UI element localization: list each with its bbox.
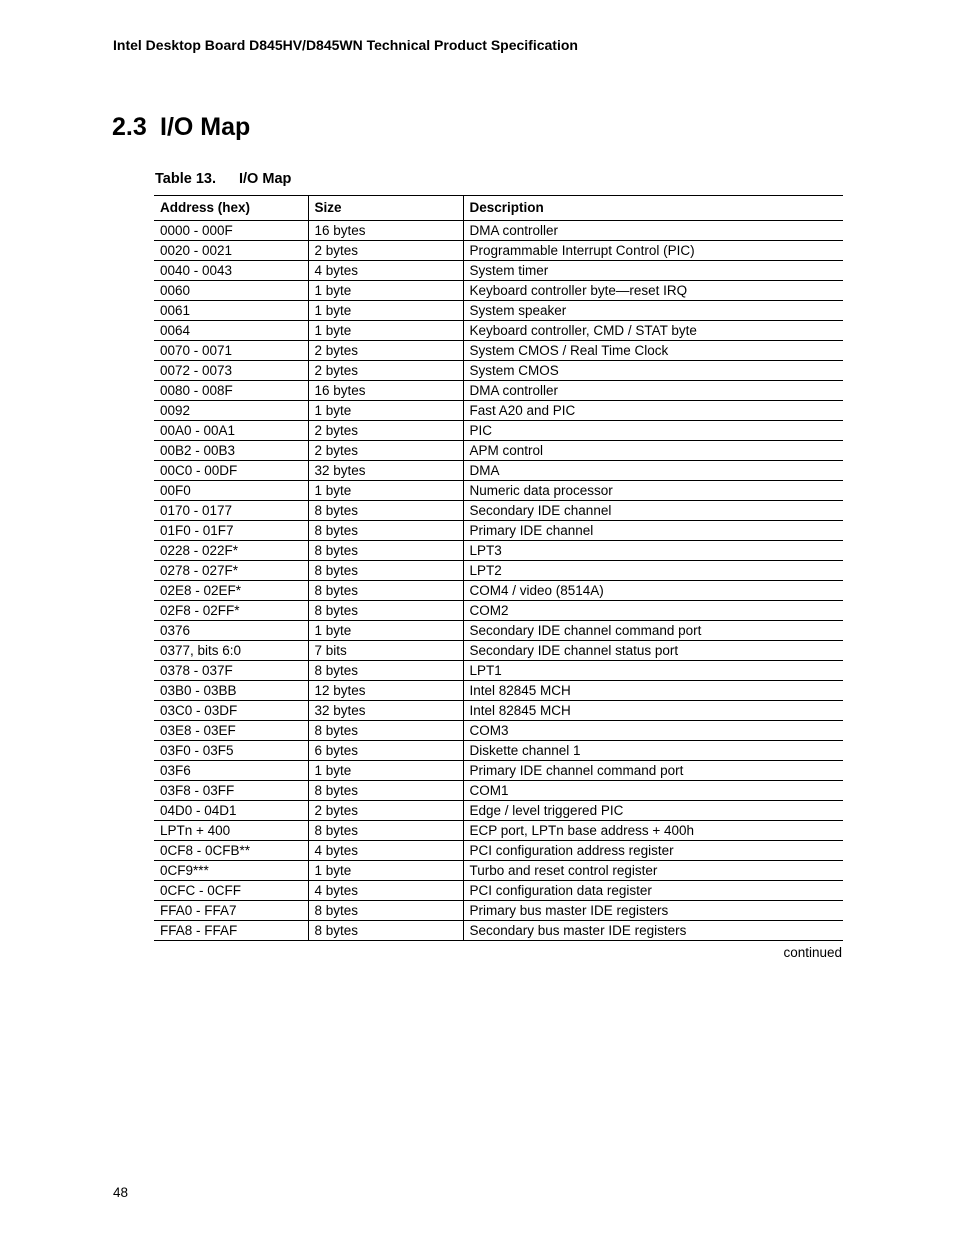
address-cell: 03F6: [154, 761, 308, 781]
address-cell: 04D0 - 04D1: [154, 801, 308, 821]
continued-note: continued: [783, 945, 842, 960]
address-cell: 0278 - 027F*: [154, 561, 308, 581]
table-row: [154, 481, 843, 501]
size-cell: 1 byte: [308, 321, 463, 341]
table-row: [154, 661, 843, 681]
description-cell: LPT2: [463, 561, 843, 581]
description-cell: ECP port, LPTn base address + 400h: [463, 821, 843, 841]
table-row: [154, 781, 843, 801]
running-header: Intel Desktop Board D845HV/D845WN Technical Product Specification: [113, 37, 578, 53]
description-cell: LPT3: [463, 541, 843, 561]
column-header-address: Address (hex): [154, 196, 308, 221]
size-cell: 6 bytes: [308, 741, 463, 761]
address-cell: 03E8 - 03EF: [154, 721, 308, 741]
table-row: [154, 801, 843, 821]
address-cell: 0040 - 0043: [154, 261, 308, 281]
size-cell: 8 bytes: [308, 661, 463, 681]
size-cell: 8 bytes: [308, 781, 463, 801]
size-cell: 8 bytes: [308, 901, 463, 921]
table-row: [154, 621, 843, 641]
size-cell: 1 byte: [308, 301, 463, 321]
table-row: [154, 281, 843, 301]
size-cell: 12 bytes: [308, 681, 463, 701]
description-cell: Programmable Interrupt Control (PIC): [463, 241, 843, 261]
address-cell: 0376: [154, 621, 308, 641]
size-cell: 1 byte: [308, 481, 463, 501]
column-header-description: Description: [463, 196, 843, 221]
table-row: [154, 641, 843, 661]
address-cell: 00B2 - 00B3: [154, 441, 308, 461]
description-cell: COM3: [463, 721, 843, 741]
table-row: [154, 521, 843, 541]
address-cell: 03F0 - 03F5: [154, 741, 308, 761]
description-cell: Secondary IDE channel status port: [463, 641, 843, 661]
table-row: [154, 501, 843, 521]
table-row: [154, 461, 843, 481]
table-row: [154, 361, 843, 381]
address-cell: 0378 - 037F: [154, 661, 308, 681]
table-row: [154, 881, 843, 901]
address-cell: FFA8 - FFAF: [154, 921, 308, 941]
size-cell: 1 byte: [308, 621, 463, 641]
description-cell: System CMOS: [463, 361, 843, 381]
address-cell: 0170 - 0177: [154, 501, 308, 521]
size-cell: 8 bytes: [308, 921, 463, 941]
description-cell: LPT1: [463, 661, 843, 681]
description-cell: Primary bus master IDE registers: [463, 901, 843, 921]
description-cell: Diskette channel 1: [463, 741, 843, 761]
size-cell: 4 bytes: [308, 841, 463, 861]
size-cell: 32 bytes: [308, 461, 463, 481]
table-row: [154, 381, 843, 401]
description-cell: Secondary bus master IDE registers: [463, 921, 843, 941]
address-cell: 0092: [154, 401, 308, 421]
table-row: [154, 741, 843, 761]
address-cell: 03B0 - 03BB: [154, 681, 308, 701]
description-cell: Keyboard controller, CMD / STAT byte: [463, 321, 843, 341]
table-row: [154, 301, 843, 321]
table-row: [154, 561, 843, 581]
description-cell: Numeric data processor: [463, 481, 843, 501]
section-title-text: I/O Map: [160, 113, 251, 141]
address-cell: 0CF9***: [154, 861, 308, 881]
size-cell: 1 byte: [308, 861, 463, 881]
table-row: [154, 821, 843, 841]
table-row: [154, 541, 843, 561]
table-row: [154, 421, 843, 441]
size-cell: 8 bytes: [308, 521, 463, 541]
description-cell: PCI configuration data register: [463, 881, 843, 901]
address-cell: 0020 - 0021: [154, 241, 308, 261]
table-row: [154, 901, 843, 921]
address-cell: 0072 - 0073: [154, 361, 308, 381]
description-cell: Turbo and reset control register: [463, 861, 843, 881]
table-header-row: [154, 196, 843, 221]
table-row: [154, 401, 843, 421]
table-caption: [155, 171, 291, 187]
size-cell: 2 bytes: [308, 241, 463, 261]
address-cell: 0064: [154, 321, 308, 341]
column-header-size: Size: [308, 196, 463, 221]
description-cell: Keyboard controller byte—reset IRQ: [463, 281, 843, 301]
io-map-table: [154, 195, 843, 941]
address-cell: 0000 - 000F: [154, 221, 308, 241]
description-cell: COM2: [463, 601, 843, 621]
table-row: [154, 241, 843, 261]
size-cell: 1 byte: [308, 761, 463, 781]
size-cell: 2 bytes: [308, 801, 463, 821]
size-cell: 2 bytes: [308, 441, 463, 461]
description-cell: Intel 82845 MCH: [463, 681, 843, 701]
description-cell: PIC: [463, 421, 843, 441]
table-row: [154, 861, 843, 881]
table-row: [154, 841, 843, 861]
description-cell: Intel 82845 MCH: [463, 701, 843, 721]
section-number: 2.3: [112, 113, 147, 141]
size-cell: 8 bytes: [308, 721, 463, 741]
address-cell: 0CFC - 0CFF: [154, 881, 308, 901]
address-cell: 03C0 - 03DF: [154, 701, 308, 721]
table-caption-title: I/O Map: [239, 171, 292, 187]
address-cell: 03F8 - 03FF: [154, 781, 308, 801]
table-row: [154, 341, 843, 361]
address-cell: 0228 - 022F*: [154, 541, 308, 561]
size-cell: 2 bytes: [308, 421, 463, 441]
size-cell: 7 bits: [308, 641, 463, 661]
size-cell: 32 bytes: [308, 701, 463, 721]
size-cell: 4 bytes: [308, 261, 463, 281]
size-cell: 8 bytes: [308, 821, 463, 841]
size-cell: 2 bytes: [308, 341, 463, 361]
description-cell: DMA controller: [463, 381, 843, 401]
description-cell: System speaker: [463, 301, 843, 321]
table-row: [154, 261, 843, 281]
address-cell: LPTn + 400: [154, 821, 308, 841]
description-cell: DMA controller: [463, 221, 843, 241]
table-row: [154, 721, 843, 741]
address-cell: 0377, bits 6:0: [154, 641, 308, 661]
table-row: [154, 581, 843, 601]
address-cell: 0080 - 008F: [154, 381, 308, 401]
table-row: [154, 221, 843, 241]
address-cell: 0CF8 - 0CFB**: [154, 841, 308, 861]
size-cell: 8 bytes: [308, 501, 463, 521]
description-cell: System timer: [463, 261, 843, 281]
size-cell: 8 bytes: [308, 561, 463, 581]
table-body: [154, 221, 843, 941]
description-cell: Secondary IDE channel: [463, 501, 843, 521]
description-cell: Fast A20 and PIC: [463, 401, 843, 421]
description-cell: DMA: [463, 461, 843, 481]
description-cell: System CMOS / Real Time Clock: [463, 341, 843, 361]
description-cell: Primary IDE channel: [463, 521, 843, 541]
address-cell: 01F0 - 01F7: [154, 521, 308, 541]
table-row: [154, 681, 843, 701]
address-cell: 02F8 - 02FF*: [154, 601, 308, 621]
size-cell: 16 bytes: [308, 381, 463, 401]
address-cell: 00F0: [154, 481, 308, 501]
table-row: [154, 321, 843, 341]
size-cell: 8 bytes: [308, 541, 463, 561]
description-cell: Edge / level triggered PIC: [463, 801, 843, 821]
description-cell: PCI configuration address register: [463, 841, 843, 861]
address-cell: 02E8 - 02EF*: [154, 581, 308, 601]
size-cell: 1 byte: [308, 401, 463, 421]
address-cell: 0060: [154, 281, 308, 301]
description-cell: COM1: [463, 781, 843, 801]
size-cell: 8 bytes: [308, 581, 463, 601]
section-title: [112, 113, 250, 142]
size-cell: 2 bytes: [308, 361, 463, 381]
table-row: [154, 601, 843, 621]
size-cell: 8 bytes: [308, 601, 463, 621]
table-row: [154, 761, 843, 781]
address-cell: FFA0 - FFA7: [154, 901, 308, 921]
address-cell: 0070 - 0071: [154, 341, 308, 361]
size-cell: 4 bytes: [308, 881, 463, 901]
size-cell: 1 byte: [308, 281, 463, 301]
table-row: [154, 921, 843, 941]
description-cell: APM control: [463, 441, 843, 461]
table-row: [154, 441, 843, 461]
description-cell: Primary IDE channel command port: [463, 761, 843, 781]
page-number: 48: [113, 1185, 129, 1200]
description-cell: COM4 / video (8514A): [463, 581, 843, 601]
address-cell: 00C0 - 00DF: [154, 461, 308, 481]
table-row: [154, 701, 843, 721]
table-caption-number: Table 13.: [155, 171, 216, 187]
description-cell: Secondary IDE channel command port: [463, 621, 843, 641]
size-cell: 16 bytes: [308, 221, 463, 241]
address-cell: 00A0 - 00A1: [154, 421, 308, 441]
address-cell: 0061: [154, 301, 308, 321]
